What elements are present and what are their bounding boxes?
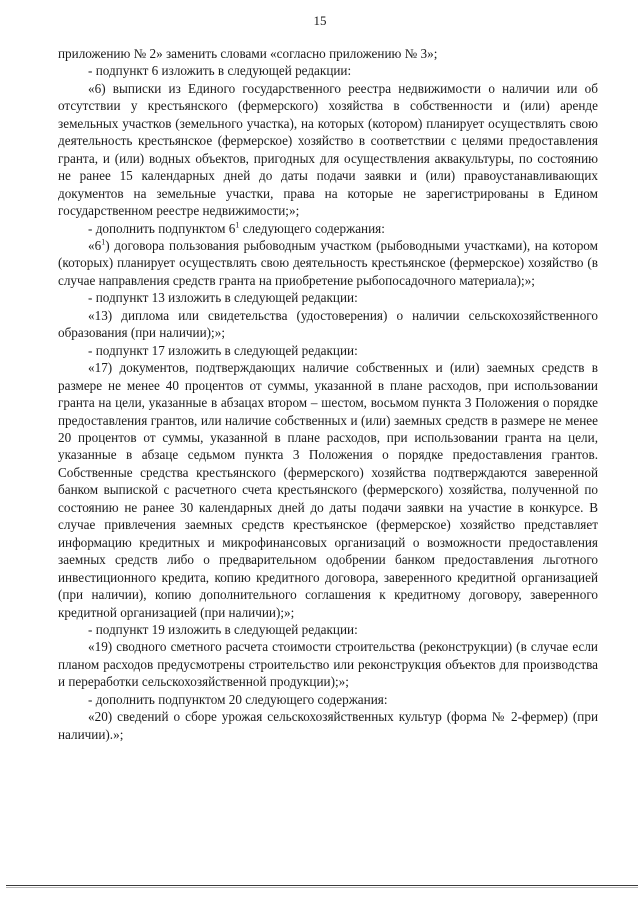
paragraph: - подпункт 17 изложить в следующей редакции: bbox=[88, 342, 358, 358]
paragraph-text: следующего содержания: bbox=[239, 220, 385, 236]
paragraph bbox=[58, 220, 598, 237]
paragraph-text: «6 bbox=[88, 237, 102, 253]
scan-edge-shadow bbox=[6, 887, 638, 888]
superscript: 1 bbox=[101, 237, 106, 247]
page-number: 15 bbox=[313, 13, 327, 28]
paragraph: - подпункт 19 изложить в следующей редакции: bbox=[88, 621, 358, 637]
paragraph: «20) сведений о сборе урожая сельскохозяйственных культур (форма № 2-фермер) (при наличии).»; bbox=[58, 709, 598, 742]
paragraph: «13) диплома или свидетельства (удостоверения) о наличии сельскохозяйственного образования (при наличии);»; bbox=[58, 307, 598, 341]
paragraph: - подпункт 6 изложить в следующей редакции: bbox=[88, 63, 352, 79]
paragraph: - подпункт 13 изложить в следующей редакции: bbox=[88, 290, 358, 306]
paragraph: «19) сводного сметного расчета стоимости строительства (реконструкции) (в случае если планом расходов предусмотрены строительство или реконструкция объектов для производства и переработки сельскохозяйственной продукции);»; bbox=[58, 639, 598, 690]
superscript: 1 bbox=[235, 220, 240, 230]
paragraph: приложению № 2» заменить словами «согласно приложению № 3»; bbox=[58, 46, 438, 61]
paragraph: «17) документов, подтверждающих наличие собственных и (или) заемных средств в размере не менее 40 процентов от суммы, указанной в плане расходов, при использовании гранта на цели, указанные в абзацах втором – шестом, восьмом пункта 3 Положения о порядке предоставления грантов, или наличие собственных и (или) заемных средств в размере не менее 20 процентов от суммы, указанной в плане расходов, при использовании гранта на цели, указанные в абзаце седьмом пункта 3 Положения о порядке предоставления грантов. Собственные средства крестьянского (фермерского) хозяйства подтверждаются заверенной банком выпиской с расчетного счета крестьянского (фермерского) хозяйства, полученной по состоянию не ранее 30 календарных дней до даты подачи заявки на участие в конкурсе. В случае привлечения заемных средств крестьянское (фермерское) хозяйство представляет информацию кредитных и микрофинансовых организаций о возможности предоставления заемных средств либо о предварительном одобрении банком предоставления льготного инвестиционного кредита, копию кредитного договора, заверенного кредитной организацией (при наличии), копию дополнительного соглашения к кредитному договору, заверенного кредитной организацией (при наличии);»; bbox=[58, 360, 598, 620]
paragraph bbox=[58, 237, 598, 289]
scan-edge-line bbox=[6, 885, 638, 886]
paragraph: «6) выписки из Единого государственного реестра недвижимости о наличии или об отсутствии у крестьянского (фермерского) хозяйства в собственности и (или) аренде земельных участков (земельного участка), на которых (котором) планирует осуществлять свою деятельность крестьянское (фермерское) хозяйство в соответствии с целями предоставления гранта, и (или) водных объектов, пригодных для осуществления аквакультуры, по состоянию не ранее 15 календарных дней до даты подачи заявки и (или) правоустанавливающих документов на земельные участки, права на которые не зарегистрированы в Едином государственном реестре недвижимости;»; bbox=[58, 80, 598, 219]
paragraph-text: - дополнить подпунктом 6 bbox=[88, 220, 236, 236]
paragraph: - дополнить подпунктом 20 следующего содержания: bbox=[88, 691, 388, 707]
document-body bbox=[58, 45, 598, 743]
paragraph-text: ) договора пользования рыбоводным участком (рыбоводными участками), на котором (которых) планирует осуществлять свою деятельность крестьянское (фермерское) хозяйство (в случае направления средств гранта на приобретение рыбопосадочного материала);»; bbox=[58, 237, 598, 288]
